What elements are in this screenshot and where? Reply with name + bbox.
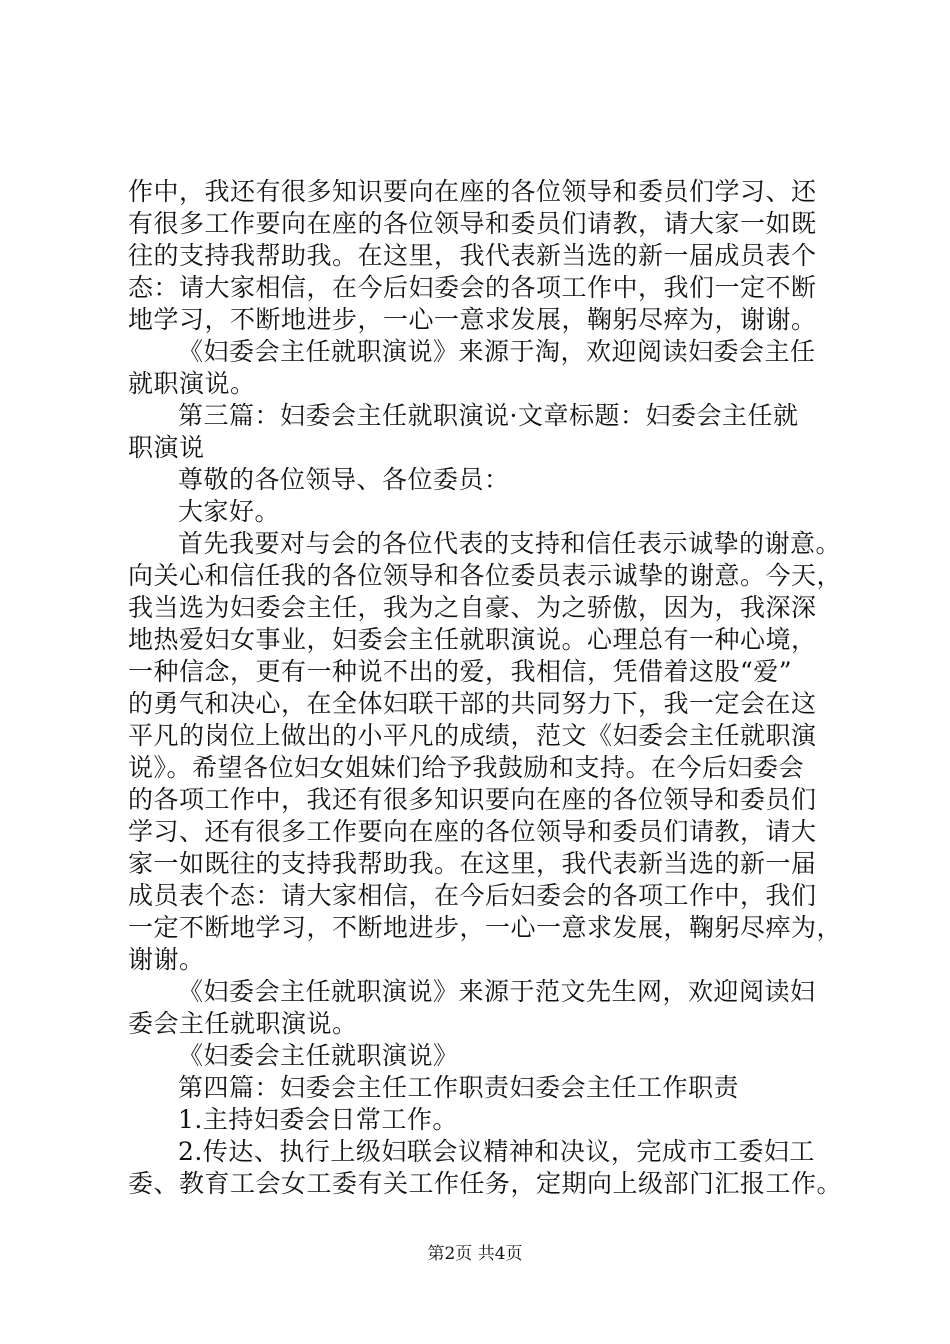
title-line: 《妇委会主任就职演说》 [178, 1041, 459, 1070]
greeting: 大家好。 [178, 497, 281, 526]
source-note: 《妇委会主任就职演说》来源于淘，欢迎阅读妇委会主任 [178, 337, 816, 366]
paragraph-start: 首先我要对与会的各位代表的支持和信任表示诚挚的谢意。 [178, 529, 842, 558]
text-line: 委、教育工会女工委有关工作任务，定期向上级部门汇报工作。 [128, 1169, 843, 1198]
source-note: 《妇委会主任就职演说》来源于范文先生网，欢迎阅读妇 [178, 977, 816, 1006]
text-line: 谢谢。 [128, 945, 205, 974]
text-line: 有很多工作要向在座的各位领导和委员们请教，请大家一如既 [128, 209, 817, 238]
text-line: 委会主任就职演说。 [128, 1009, 358, 1038]
list-item: 1.主持妇委会日常工作。 [178, 1105, 458, 1134]
text-line: 的各项工作中，我还有很多知识要向在座的各位领导和委员们 [128, 785, 817, 814]
section-heading: 第三篇：妇委会主任就职演说·文章标题：妇委会主任就 [178, 401, 799, 430]
document-body [128, 176, 843, 1200]
text-line: 一定不断地学习，不断地进步，一心一意求发展，鞠躬尽瘁为， [128, 913, 843, 942]
text-line: 往的支持我帮助我。在这里，我代表新当选的新一届成员表个 [128, 241, 817, 270]
page-number: 第2页 共4页 [427, 1244, 523, 1264]
text-line: 学习、还有很多工作要向在座的各位领导和委员们请教，请大 [128, 817, 817, 846]
text-line: 向关心和信任我的各位领导和各位委员表示诚挚的谢意。今天， [128, 561, 843, 590]
text-line: 一种信念，更有一种说不出的爱，我相信，凭借着这股“爱” [128, 657, 793, 686]
page-footer [0, 1244, 950, 1264]
text-line: 态：请大家相信，在今后妇委会的各项工作中，我们一定不断 [128, 273, 817, 302]
text-line: 成员表个态：请大家相信，在今后妇委会的各项工作中，我们 [128, 881, 817, 910]
text-line: 的勇气和决心，在全体妇联干部的共同努力下，我一定会在这 [128, 689, 817, 718]
text-line: 家一如既往的支持我帮助我。在这里，我代表新当选的新一届 [128, 849, 817, 878]
section-heading: 第四篇：妇委会主任工作职责妇委会主任工作职责 [178, 1073, 740, 1102]
text-line: 地学习，不断地进步，一心一意求发展，鞠躬尽瘁为，谢谢。 [128, 305, 817, 334]
salutation: 尊敬的各位领导、各位委员： [178, 465, 510, 494]
text-line: 我当选为妇委会主任，我为之自豪、为之骄傲，因为，我深深 [128, 593, 817, 622]
list-item: 2.传达、执行上级妇联会议精神和决议，完成市工委妇工 [178, 1137, 815, 1166]
text-line: 平凡的岗位上做出的小平凡的成绩，范文《妇委会主任就职演 [128, 721, 817, 750]
section-heading: 职演说 [128, 433, 205, 462]
text-line: 地热爱妇女事业，妇委会主任就职演说。心理总有一种心境， [128, 625, 817, 654]
text-line: 说》。希望各位妇女姐妹们给予我鼓励和支持。在今后妇委会 [128, 753, 805, 782]
text-line: 就职演说。 [128, 369, 256, 398]
text-line: 作中，我还有很多知识要向在座的各位领导和委员们学习、还 [128, 177, 817, 206]
